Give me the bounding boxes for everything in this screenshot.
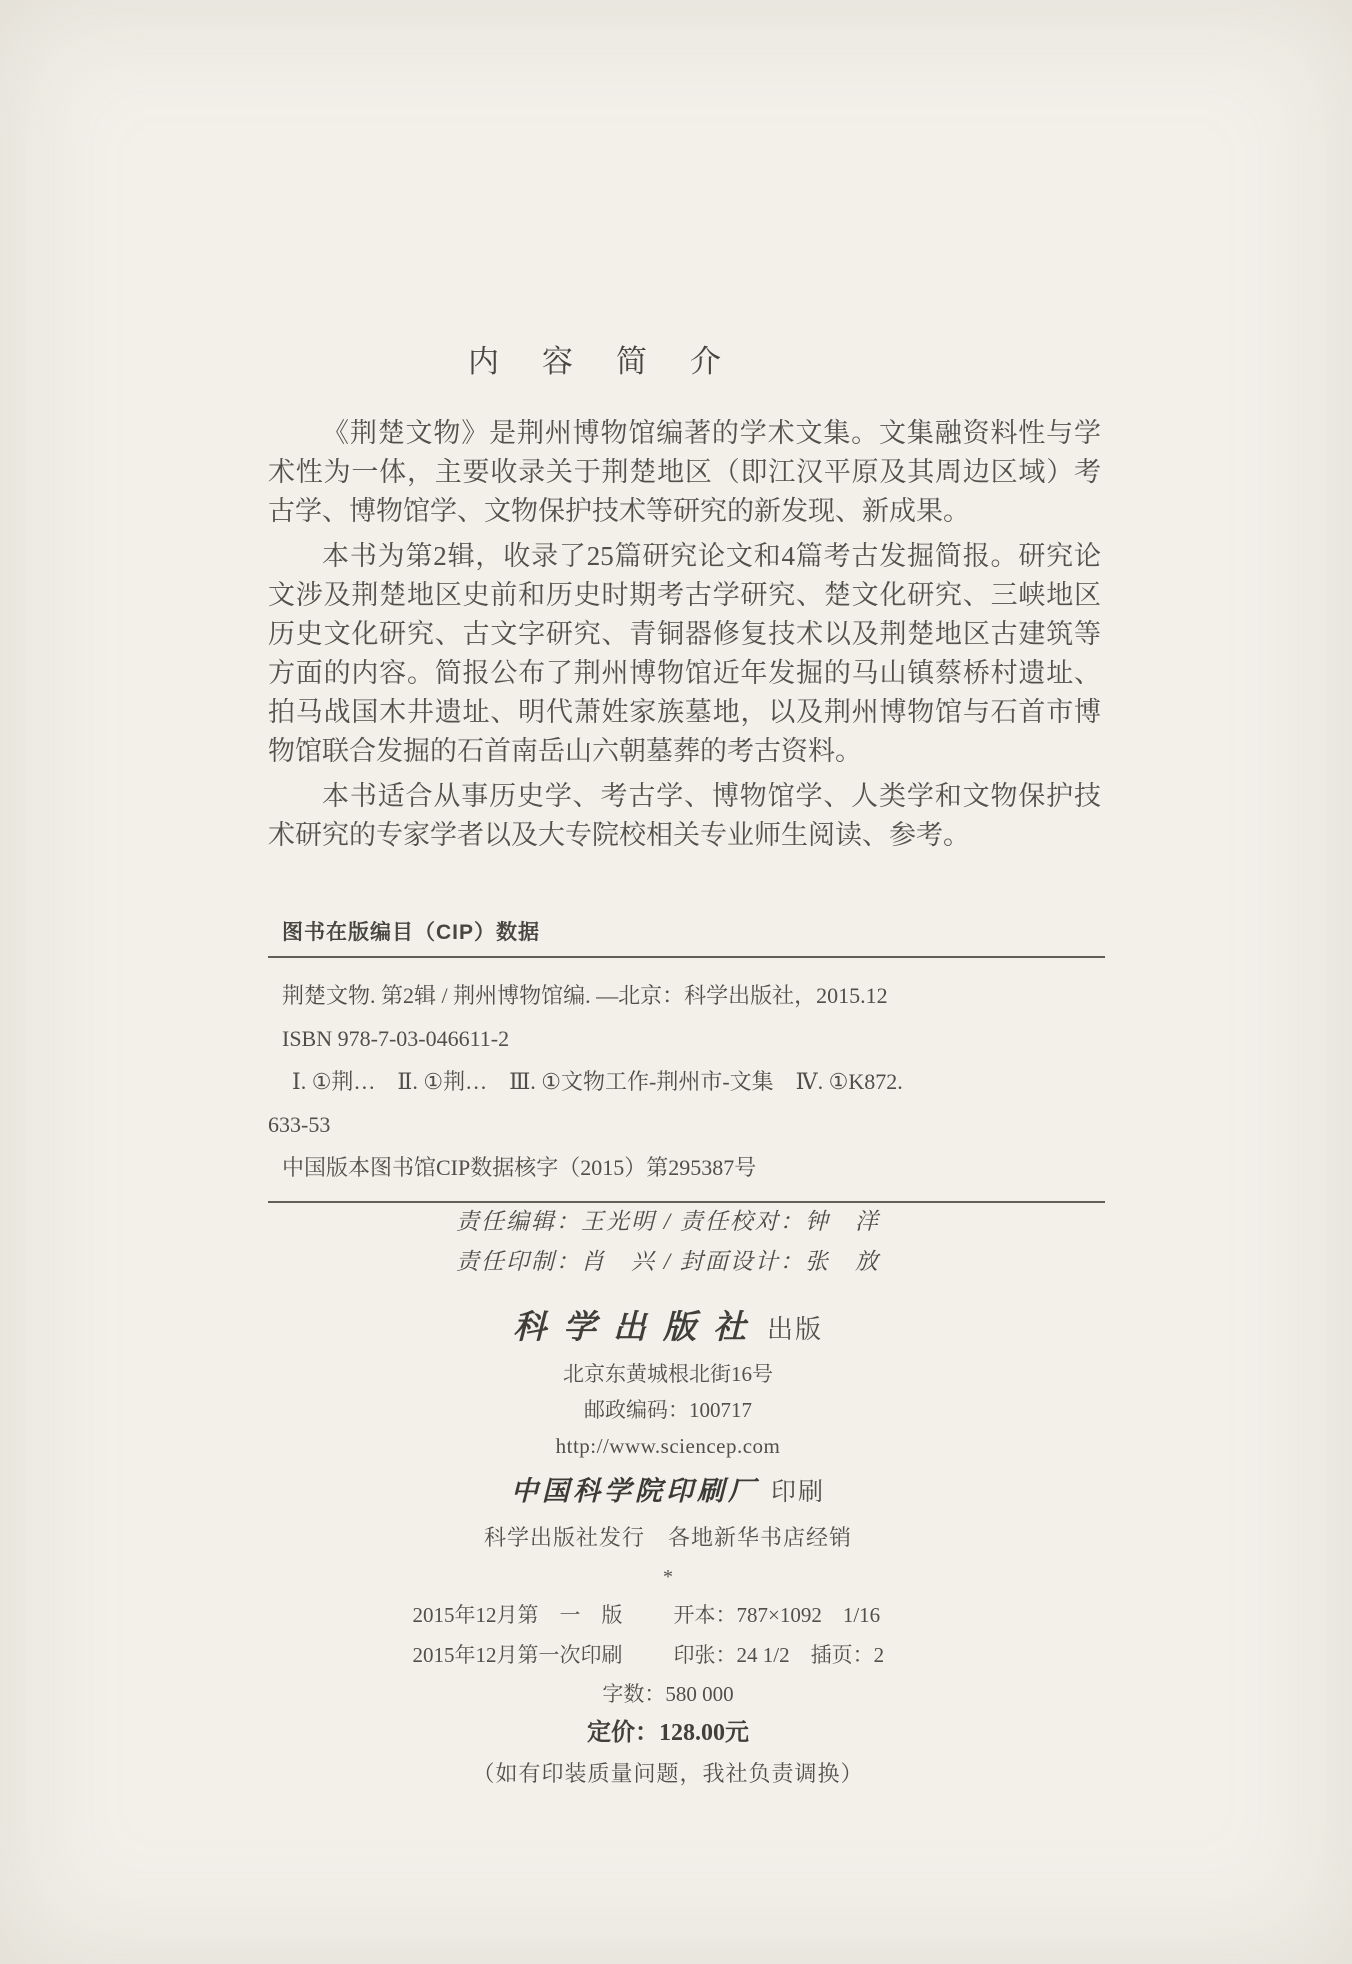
cip-lines (268, 974, 1105, 1189)
sheets-info: 印张：24 1/2 插页：2 (673, 1643, 885, 1667)
cip-classification-continuation: 633-53 (268, 1112, 331, 1137)
printer-label: 印刷 (770, 1479, 825, 1506)
publisher-line (228, 1306, 1108, 1356)
publication-info-block (228, 1202, 1108, 1795)
publisher-postcode: 邮政编码：100717 (584, 1398, 752, 1422)
edition-row-2 (228, 1635, 1108, 1675)
publisher-address: 北京东黄城根北街16号 (563, 1362, 773, 1386)
cip-header: 图书在版编目（CIP）数据 (282, 921, 541, 944)
edition-date: 2015年12月第 一 版 (412, 1603, 623, 1627)
content-summary-body (268, 414, 1101, 861)
distribution-line: 科学出版社发行 各地新华书店经销 (483, 1525, 852, 1550)
word-count: 字数：580 000 (602, 1682, 734, 1706)
quality-notice: （如有印装质量问题，我社负责调换） (472, 1761, 864, 1786)
publisher-imprint-label: 出版 (766, 1315, 823, 1344)
cip-rule-top (268, 956, 1105, 958)
printer-line (228, 1470, 1108, 1517)
staff-editors-line: 责任编辑：王光明 / 责任校对：钟 洋 (456, 1209, 880, 1234)
format-info: 开本：787×1092 1/16 (673, 1603, 881, 1627)
printing-date: 2015年12月第一次印刷 (412, 1643, 623, 1667)
printer-logo: 中国科学院印刷厂 (510, 1476, 759, 1506)
publisher-website: http://www.sciencep.com (555, 1434, 781, 1458)
science-press-logo: 科学出版社 (512, 1310, 763, 1346)
edition-row-1 (228, 1595, 1108, 1635)
cip-classification-line: Ⅰ. ①荆… Ⅱ. ①荆… Ⅲ. ①文物工作-荆州市-文集 Ⅳ. ①K872. (292, 1069, 903, 1094)
cip-bibliographic-line: 荆楚文物. 第2辑 / 荆州博物馆编. —北京：科学出版社，2015.12 (282, 983, 888, 1008)
separator-star: * (663, 1566, 673, 1588)
intro-paragraph-3: 本书适合从事历史学、考古学、博物馆学、人类学和文物保护技术研究的专家学者以及大专院校相关专业师生阅读、参考。 (268, 781, 1101, 850)
price-line: 定价：128.00元 (587, 1720, 749, 1746)
intro-paragraph-1: 《荆楚文物》是荆州博物馆编著的学术文集。文集融资料性与学术性为一体，主要收录关于荆楚地区（即江汉平原及其周边区域）考古学、博物馆学、文物保护技术等研究的新发现、新成果。 (268, 418, 1101, 526)
cip-isbn-line: ISBN 978-7-03-046611-2 (282, 1026, 510, 1051)
staff-production-line: 责任印制：肖 兴 / 封面设计：张 放 (456, 1249, 880, 1274)
cip-data-block (268, 916, 1105, 1203)
content-summary-title: 内 容 简 介 (468, 344, 727, 379)
cip-registration-number: 中国版本图书馆CIP数据核字（2015）第295387号 (282, 1155, 757, 1180)
intro-paragraph-2: 本书为第2辑，收录了25篇研究论文和4篇考古发掘简报。研究论文涉及荆楚地区史前和历史时期考古学研究、楚文化研究、三峡地区历史文化研究、古文字研究、青铜器修复技术以及荆楚地区古建筑等方面的内容。简报公布了荆州博物馆近年发掘的马山镇蔡桥村遗址、拍马战国木井遗址、明代萧姓家族墓地，以及荆州博物馆与石首市博物馆联合发掘的石首南岳山六朝墓葬的考古资料。 (268, 541, 1101, 766)
